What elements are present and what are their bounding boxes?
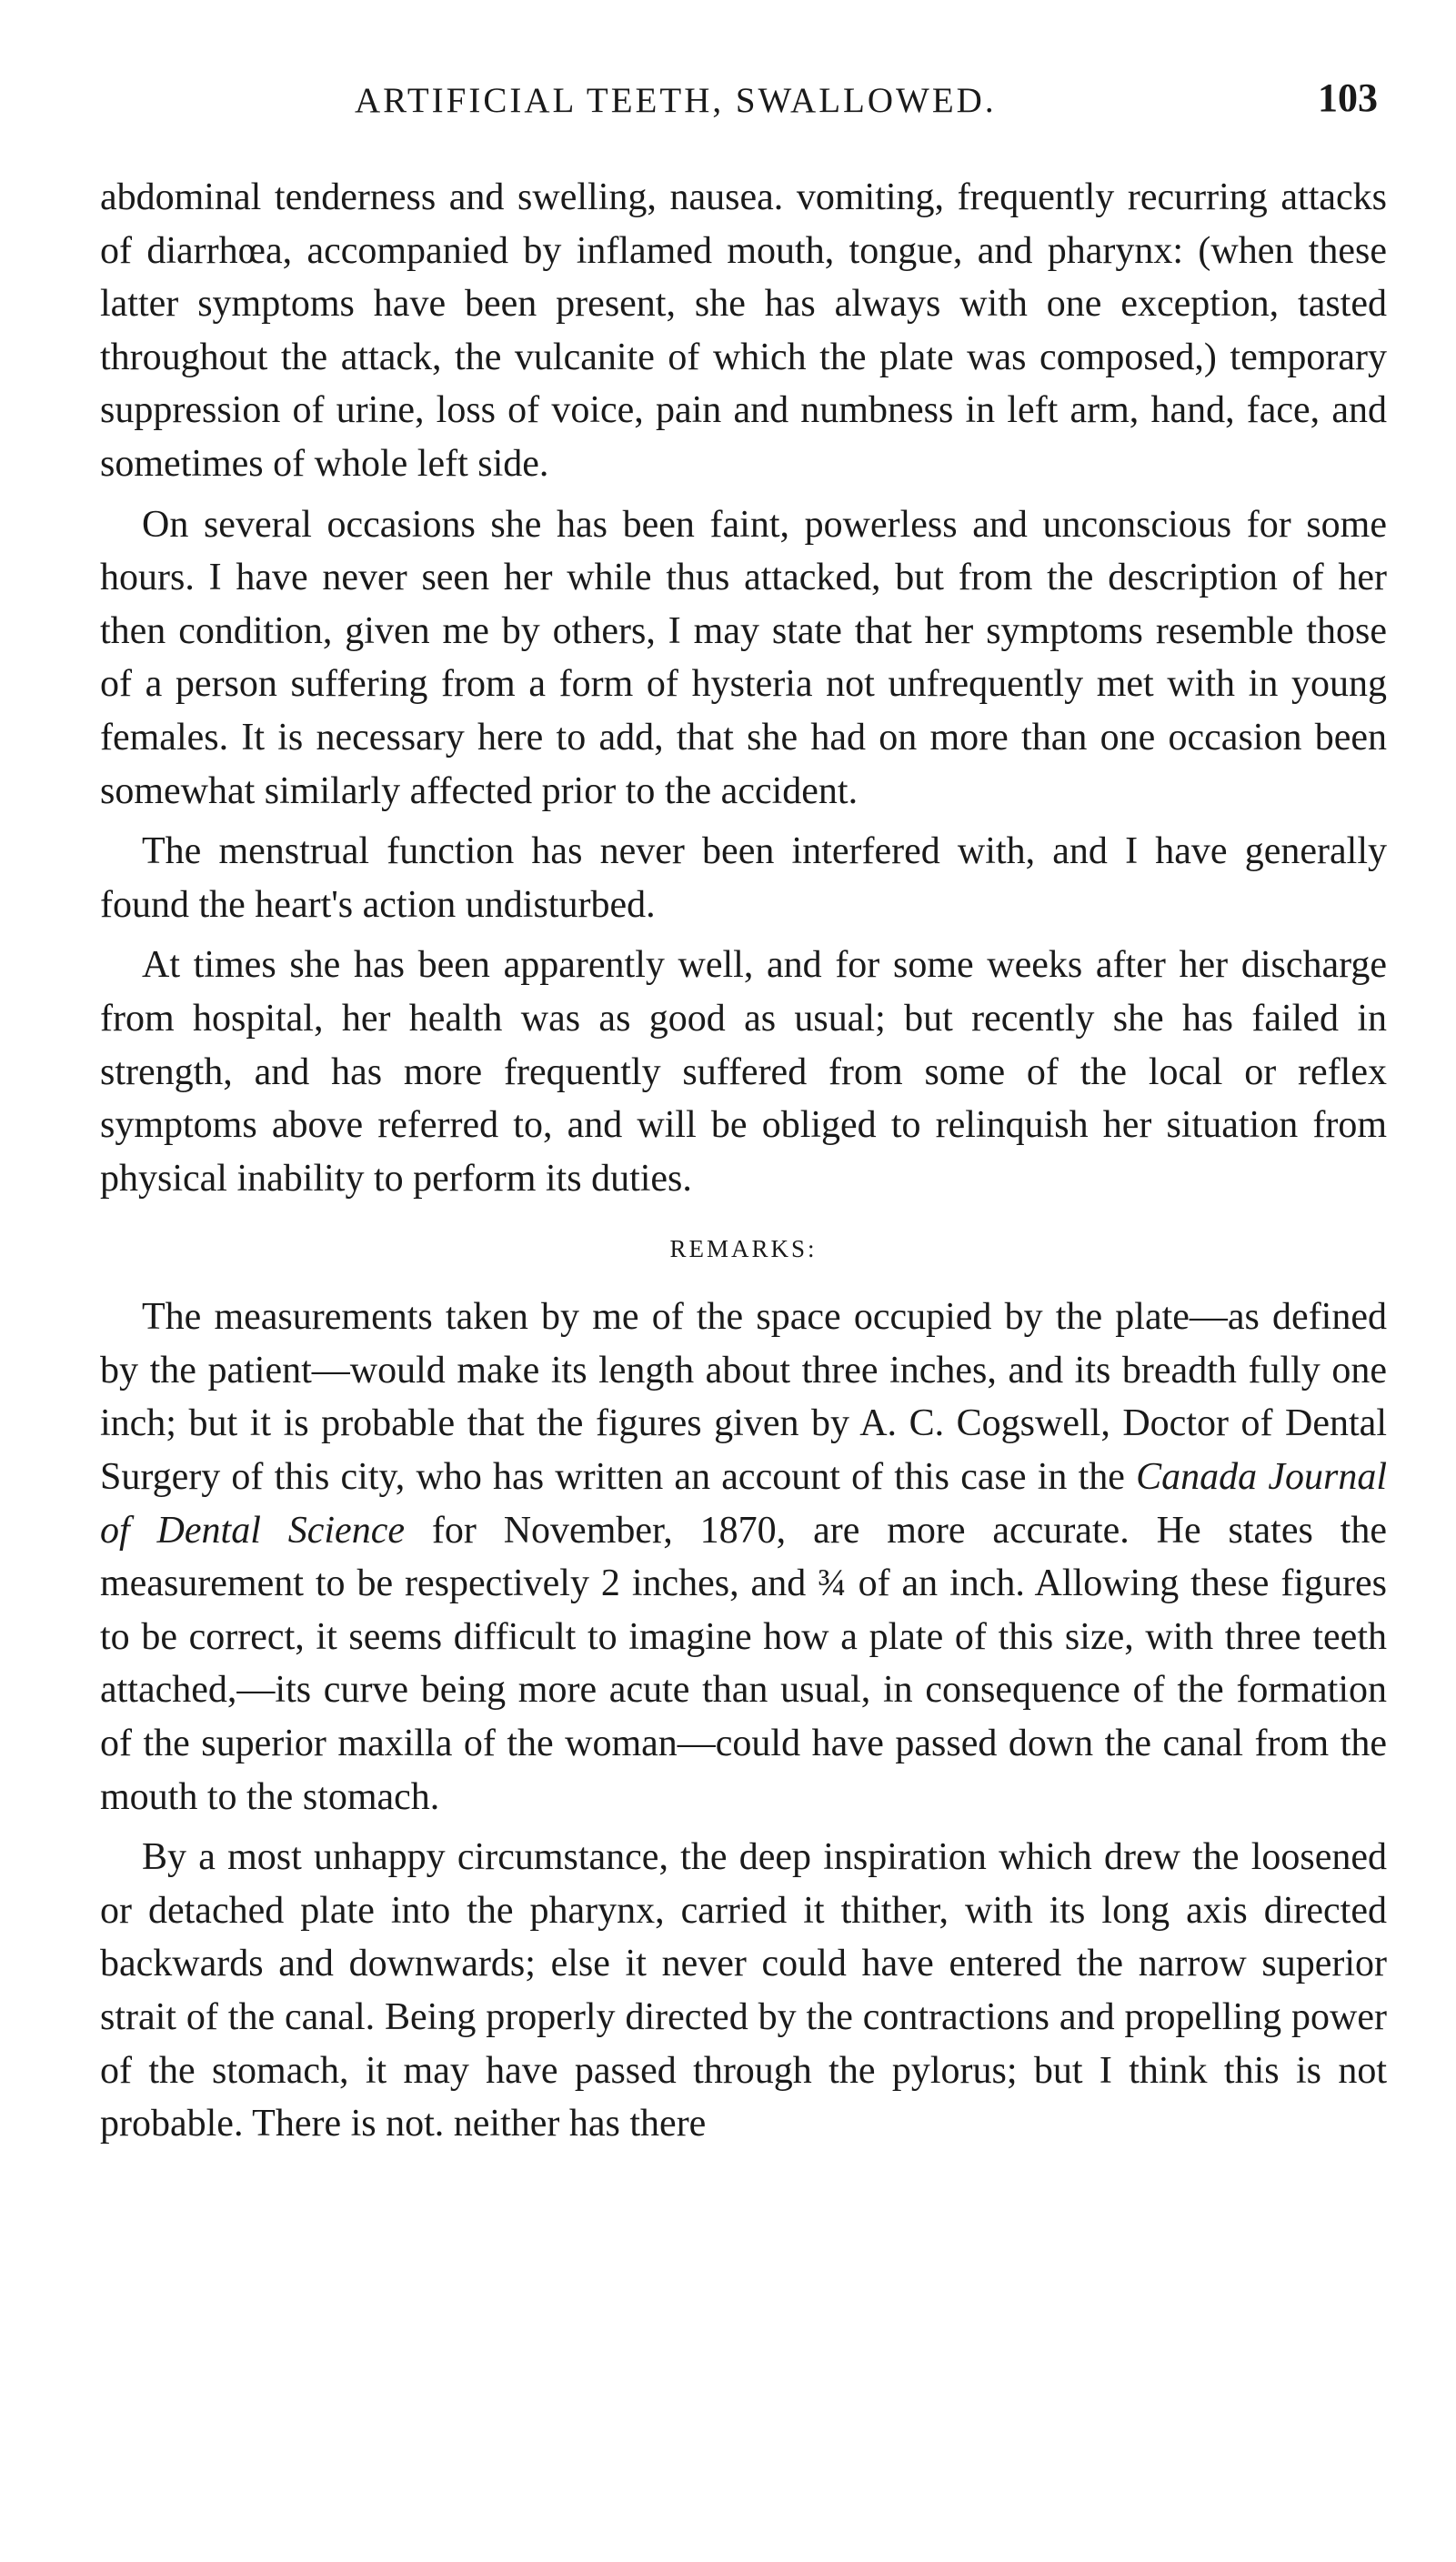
- body-text: [100, 171, 1387, 2151]
- remarks-heading: REMARKS:: [669, 1235, 818, 1263]
- paragraph-health: At times she has been apparently well, and for some weeks after her discharge from hospital, her health was as good as usual; but recently she has failed in strength, and has more frequently suffered from some of the local or reflex symptoms above referred to, and will be obliged to relinquish her situation from physical inability to perform its duties.: [100, 944, 1387, 1200]
- measurements-text-mid: for November, 1870, are more accurate. He states the measurement to be respectively 2 inches, and: [100, 1509, 1387, 1605]
- page-number: 103: [1318, 75, 1378, 120]
- paragraph-fainting: On several occasions she has been faint, powerless and unconscious for some hours. I have never seen her while thus attacked, but from the description of her then condition, given me by others, I may state that her symptoms resemble those of a person suffering from a form of hysteria not unfrequently met with in young females. It is necessary here to add, that she had on more than one occasion been somewhat similarly affected prior to the accident.: [100, 503, 1387, 812]
- paragraph-measurements: [100, 1291, 1387, 1824]
- journal-title: Canada Journal of Dental Science: [100, 1456, 1387, 1552]
- paragraph-menstrual: The menstrual function has never been interfered with, and I have generally found the heart's action undisturbed.: [100, 830, 1387, 926]
- paragraph-symptoms: abdominal tenderness and swelling, nausea. vomiting, frequently recurring attacks of diarrhœa, accompanied by inflamed mouth, tongue, and pharynx: (when these latter symptoms have been present, she has always with one exception, tasted throughout the attack, the vulcanite of which the plate was composed,) temporary suppression of urine, loss of voice, pain and numbness in left arm, hand, face, and sometimes of whole left side.: [100, 176, 1387, 485]
- measurements-text-start: The measurements taken by me of the space occupied by the plate—as defined by the patient—would make its length about three inches, and its breadth fully one inch; but it is probable that the figures given by A. C. Cogswell, Doctor of Dental Surgery of this city, who has written an account of this case in the: [100, 1296, 1387, 1499]
- running-head: [100, 75, 1387, 135]
- measurements-text-end: of an inch. Allowing these figures to be correct, it seems difficult to imagine how a plate of this size, with three teeth attached,—its curve being more acute than usual, in consequence of the formation of the superior maxilla of the woman—could have passed down the canal from the mouth to the stomach.: [100, 1562, 1387, 1818]
- running-title: ARTIFICIAL TEETH, SWALLOWED.: [355, 81, 997, 120]
- fraction: ¾: [818, 1562, 847, 1605]
- paragraph-circumstance: By a most unhappy circumstance, the deep inspiration which drew the loosened or detached plate into the pharynx, carried it thither, with its long axis directed backwards and downwards; else it never could have entered the narrow superior strait of the canal. Being properly directed by the contractions and propelling power of the stomach, it may have passed through the pylorus; but I think this is not probable. There is not. neither has there: [100, 1836, 1387, 2145]
